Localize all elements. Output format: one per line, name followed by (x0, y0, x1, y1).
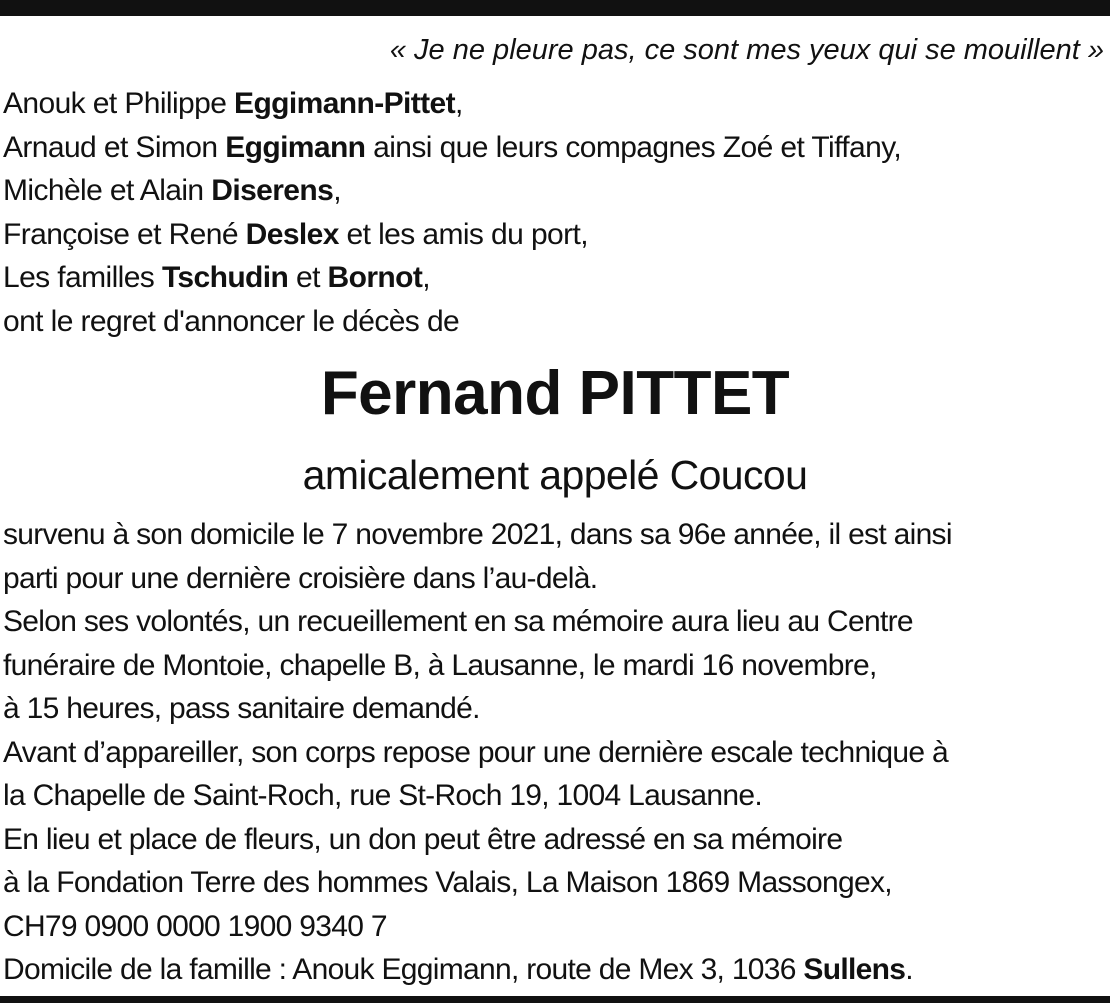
family-line-text: et (288, 261, 328, 294)
body-line-text: En lieu et place de fleurs, un don peut être adressé en sa mémoire (3, 822, 843, 856)
body-line (3, 557, 1107, 601)
family-line (3, 256, 1107, 300)
family-line-text: ainsi que leurs compagnes Zoé et Tiffany, (365, 130, 902, 164)
address-text: . (905, 953, 913, 986)
family-line-text: et les amis du port, (338, 217, 588, 251)
family-line-text: Arnaud et Simon (3, 130, 226, 164)
body-line (3, 600, 1107, 644)
announcement-text: ont le regret d'annoncer le décès de (3, 304, 460, 338)
family-list (3, 82, 1107, 343)
bottom-border-rule (0, 996, 1110, 1003)
body-line-text: Selon ses volontés, un recueillement en sa mémoire aura lieu au Centre (3, 605, 913, 638)
address-text: Domicile de la famille : Anouk Eggimann, route de Mex 3, 1036 (3, 953, 804, 986)
iban-line (3, 905, 1107, 949)
iban-text: CH79 0900 0000 1900 9340 7 (3, 909, 387, 943)
body-line (3, 731, 1107, 775)
body-line (3, 644, 1107, 688)
body-line-text: funéraire de Montoie, chapelle B, à Lausanne, le mardi 16 novembre, (3, 648, 877, 682)
epigraph-quote: « Je ne pleure pas, ce sont mes yeux qui se mouillent » (389, 34, 1104, 66)
deceased-nickname: amicalement appelé Coucou (302, 452, 808, 498)
family-line-text: Anouk et Philippe (3, 87, 235, 120)
family-line-text: Michèle et Alain (3, 174, 212, 207)
family-surname: Eggimann-Pittet (234, 87, 456, 120)
address-locality: Sullens (803, 953, 906, 986)
body-line-text: à 15 heures, pass sanitaire demandé. (3, 692, 480, 725)
family-line-text: , (333, 174, 341, 207)
family-address-line (3, 948, 1107, 992)
body-line (3, 513, 1107, 557)
family-line-text: Françoise et René (3, 217, 246, 251)
family-surname: Tschudin (161, 261, 289, 294)
body-line-text: parti pour une dernière croisière dans l’au-delà. (3, 561, 598, 595)
family-surname: Deslex (245, 217, 339, 251)
family-surname: Diserens (211, 174, 334, 207)
body-line (3, 861, 1107, 905)
body-line-text: à la Fondation Terre des hommes Valais, La Maison 1869 Massongex, (3, 866, 892, 899)
body-line (3, 687, 1107, 731)
family-line (3, 126, 1107, 170)
deceased-name: Fernand PITTET (320, 359, 790, 428)
family-surname: Eggimann (225, 130, 366, 164)
notice-body (3, 513, 1107, 992)
body-line-text: la Chapelle de Saint-Roch, rue St-Roch 19, 1004 Lausanne. (3, 779, 762, 812)
body-line (3, 774, 1107, 818)
top-border-rule (0, 0, 1110, 16)
family-line-text: , (455, 87, 463, 120)
body-line-text: survenu à son domicile le 7 novembre 2021, dans sa 96e année, il est ainsi (3, 518, 952, 551)
family-surname: Bornot (327, 261, 423, 294)
body-line (3, 818, 1107, 862)
family-line (3, 82, 1107, 126)
family-line-text: , (422, 261, 431, 294)
family-line (3, 213, 1107, 257)
family-line-text: Les familles (3, 261, 162, 294)
announcement-line (3, 300, 1107, 344)
family-line (3, 169, 1107, 213)
body-line-text: Avant d’appareiller, son corps repose pour une dernière escale technique à (3, 735, 948, 769)
